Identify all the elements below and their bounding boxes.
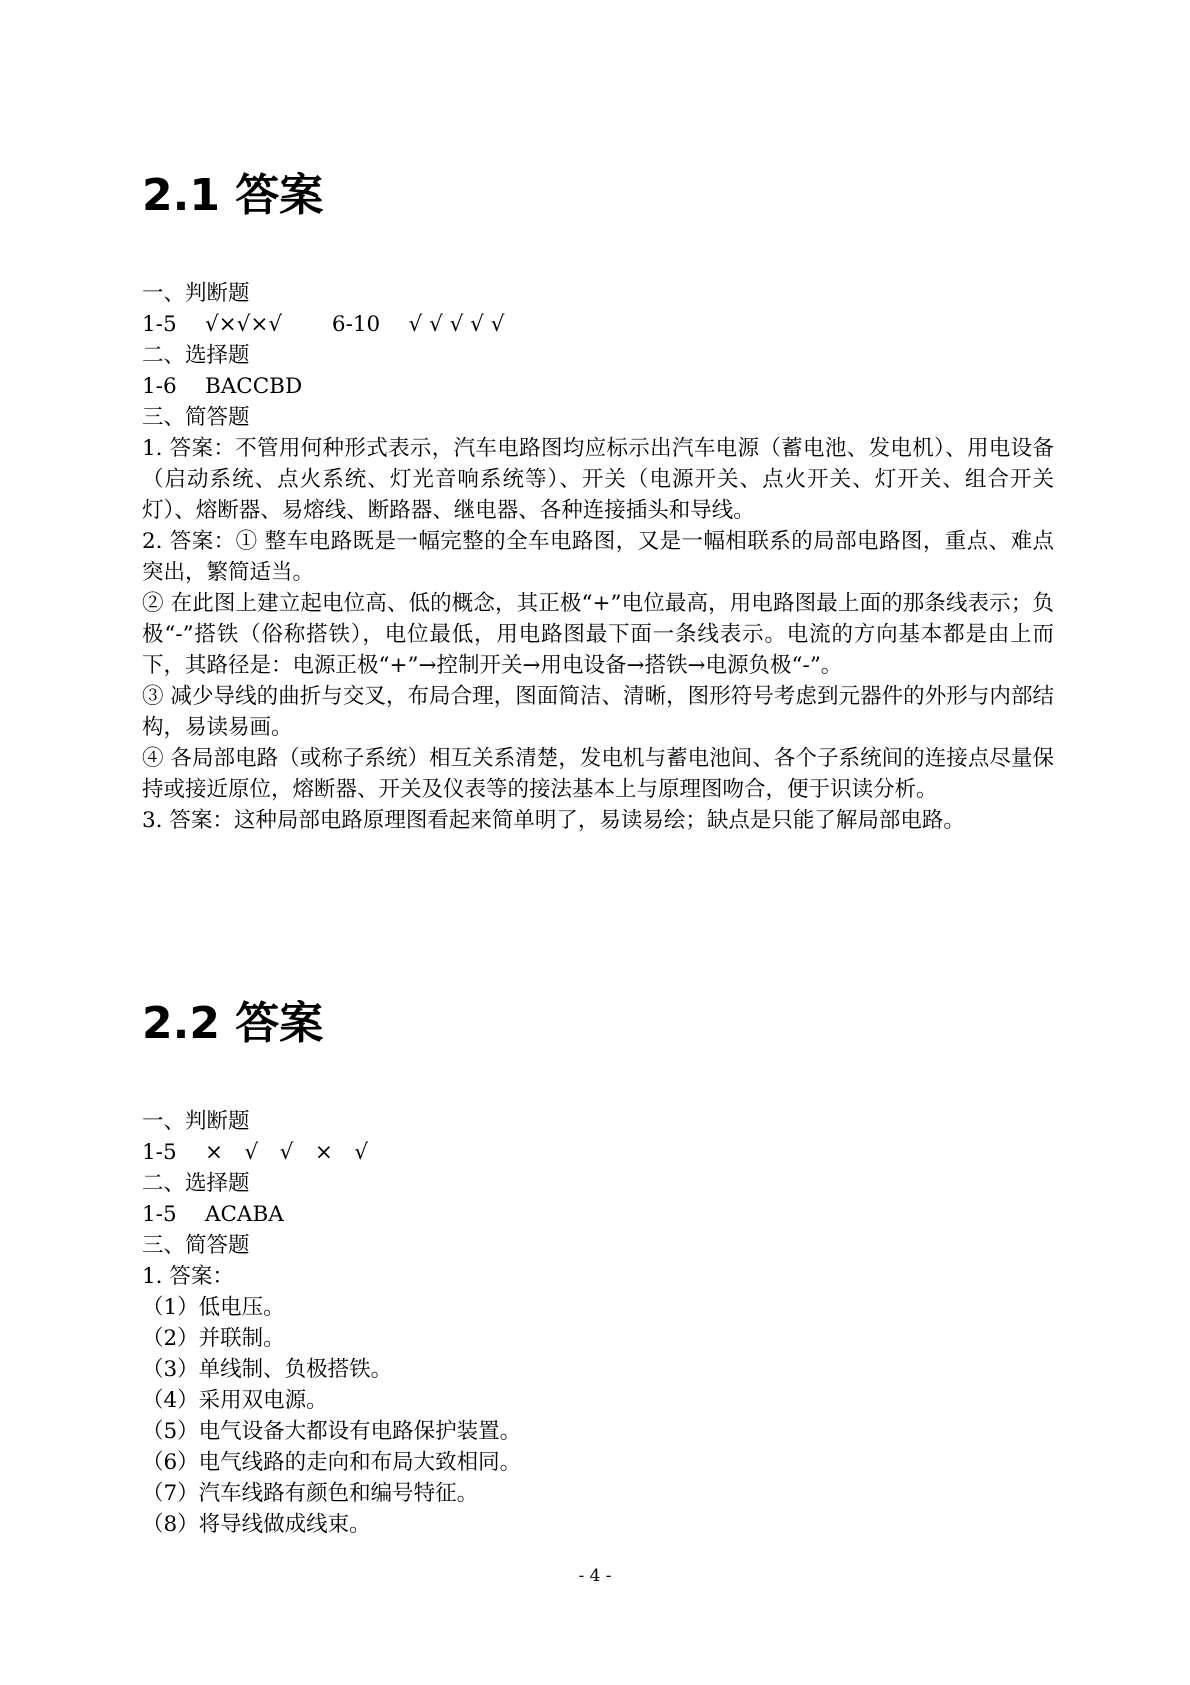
answer-2: 2. 答案：① 整车电路既是一幅完整的全车电路图，又是一幅相联系的局部电路图，重点、难点突出，繁简适当。 (142, 529, 1054, 585)
answer-item: （4）采用双电源。 (142, 1388, 328, 1413)
answer-item: （2）并联制。 (142, 1326, 285, 1351)
answer-2-point-2: ② 在此图上建立起电位高、低的概念，其正极“+”电位最高，用电路图最上面的那条线表示；负极“-”搭铁（俗称搭铁），电位最低，用电路图最下面一条线表示。电流的方向基本都是由上而下，其路径是：电源正极“+”→控制开关→用电设备→搭铁→电源负极“-”。 (142, 591, 1054, 678)
answer-1: 1. 答案： (142, 1264, 234, 1289)
section-2-2-body (142, 1106, 1054, 1540)
choice-answers: 1-5 ACABA (142, 1202, 284, 1227)
section-2-1-body (142, 278, 1054, 836)
answer-item: （6）电气线路的走向和布局大致相同。 (142, 1450, 522, 1475)
true-false-answers: 1-5 √×√×√ 6-10 √ √ √ √ √ (142, 312, 505, 337)
answer-1: 1. 答案：不管用何种形式表示，汽车电路图均应标示出汽车电源（蓄电池、发电机）、用电设备（启动系统、点火系统、灯光音响系统等）、开关（电源开关、点火开关、灯开关、组合开关灯）、熔断器、易熔线、断路器、继电器、各种连接插头和导线。 (142, 436, 1054, 523)
page-number: - 4 - (578, 1566, 612, 1586)
choice-heading: 二、选择题 (142, 343, 250, 368)
answer-3: 3. 答案：这种局部电路原理图看起来简单明了，易读易绘；缺点是只能了解局部电路。 (142, 808, 965, 833)
section-title-2-1: 2.1 答案 (142, 170, 324, 221)
answer-2-point-4: ④ 各局部电路（或称子系统）相互关系清楚，发电机与蓄电池间、各个子系统间的连接点尽量保持或接近原位，熔断器、开关及仪表等的接法基本上与原理图吻合，便于识读分析。 (142, 746, 1054, 802)
section-title-2-2: 2.2 答案 (142, 998, 324, 1049)
answer-item: （3）单线制、负极搭铁。 (142, 1357, 393, 1382)
answer-item: （7）汽车线路有颜色和编号特征。 (142, 1481, 479, 1506)
true-false-heading: 一、判断题 (142, 1109, 250, 1134)
true-false-heading: 一、判断题 (142, 281, 250, 306)
short-answer-heading: 三、简答题 (142, 1233, 250, 1258)
answer-item: （5）电气设备大都设有电路保护装置。 (142, 1419, 522, 1444)
short-answer-heading: 三、简答题 (142, 405, 250, 430)
choice-heading: 二、选择题 (142, 1171, 250, 1196)
answer-item: （1）低电压。 (142, 1295, 285, 1320)
answer-2-point-3: ③ 减少导线的曲折与交叉，布局合理，图面简洁、清晰，图形符号考虑到元器件的外形与内部结构，易读易画。 (142, 684, 1054, 740)
true-false-answers: 1-5 × √ √ × √ (142, 1140, 369, 1165)
answer-item: （8）将导线做成线束。 (142, 1512, 371, 1537)
choice-answers: 1-6 BACCBD (142, 374, 303, 399)
